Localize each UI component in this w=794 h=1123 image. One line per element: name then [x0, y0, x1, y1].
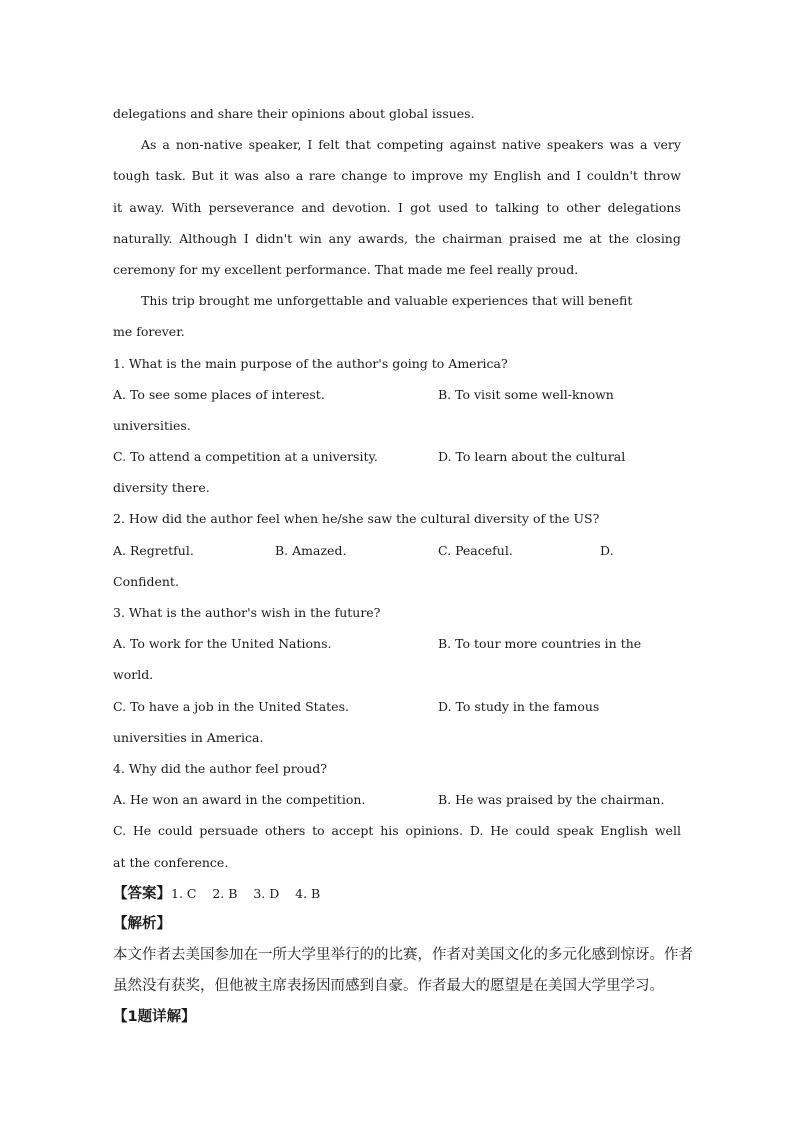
question-stem: 2. How did the author feel when he/she saw the cultural diversity of the US?: [113, 511, 600, 527]
option-c: C. Peaceful.: [438, 542, 513, 558]
option-c: C. To have a job in the United States.: [113, 698, 349, 714]
option-continuation: universities.: [113, 417, 191, 433]
answer-row: [113, 878, 681, 909]
question-stem: 4. Why did the author feel proud?: [113, 760, 327, 776]
option-d: D. To study in the famous: [438, 698, 600, 714]
option-continuation: at the conference.: [113, 854, 229, 870]
option-b: B. To tour more countries in the: [438, 636, 642, 652]
detail-label: 【1题详解】: [113, 1009, 196, 1026]
question-stem: 3. What is the author's wish in the future?: [113, 605, 381, 620]
option-row: C. He could persuade others to accept his opinions. D. He could speak English well: [113, 823, 681, 839]
option-b: B. Amazed.: [275, 542, 347, 558]
option-continuation: universities in America.: [113, 729, 264, 745]
option-a: A. To work for the United Nations.: [113, 636, 332, 652]
option-row: [113, 628, 681, 659]
option-row: [113, 379, 681, 410]
option-row: [113, 441, 681, 472]
document-page: [113, 98, 693, 1034]
answer-values: 1. C 2. B 3. D 4. B: [171, 885, 321, 901]
passage-line: it away. With perseverance and devotion. I got used to talking to other delegations: [113, 199, 681, 215]
option-c: C. To attend a competition at a university.: [113, 449, 378, 465]
analysis-text: 虽然没有获奖，但他被主席表扬因而感到自豪。作者最大的愿望是在美国大学里学习。: [113, 978, 664, 995]
option-a: A. He won an award in the competition.: [113, 792, 366, 808]
option-row: [113, 535, 681, 566]
option-d: D. To learn about the cultural: [438, 449, 626, 465]
analysis-text: 本文作者去美国参加在一所大学里举行的的比赛，作者对美国文化的多元化感到惊讶。作者: [113, 947, 693, 964]
passage-line: delegations and share their opinions about global issues.: [113, 106, 475, 121]
passage-line: As a non-native speaker, I felt that competing against native speakers was a very: [141, 137, 681, 153]
option-d: D.: [600, 542, 614, 558]
option-row: [113, 691, 681, 722]
option-continuation: world.: [113, 667, 154, 683]
option-row: [113, 784, 681, 815]
question-stem: 1. What is the main purpose of the author's going to America?: [113, 355, 508, 371]
option-continuation: diversity there.: [113, 480, 210, 496]
option-b: B. He was praised by the chairman.: [438, 792, 665, 808]
answer-label: 【答案】: [113, 885, 171, 902]
passage-line: me forever.: [113, 324, 185, 340]
option-a: A. To see some places of interest.: [113, 386, 325, 402]
passage-line: naturally. Although I didn't win any awards, the chairman praised me at the closing: [113, 230, 681, 246]
analysis-label: 【解析】: [113, 915, 171, 932]
option-continuation: Confident.: [113, 573, 179, 589]
option-b: B. To visit some well-known: [438, 386, 614, 402]
passage-line: This trip brought me unforgettable and valuable experiences that will benefit: [141, 293, 633, 309]
passage-line: tough task. But it was also a rare change to improve my English and I couldn't throw: [113, 168, 681, 184]
option-a: A. Regretful.: [113, 542, 194, 558]
passage-line: ceremony for my excellent performance. That made me feel really proud.: [113, 261, 579, 277]
